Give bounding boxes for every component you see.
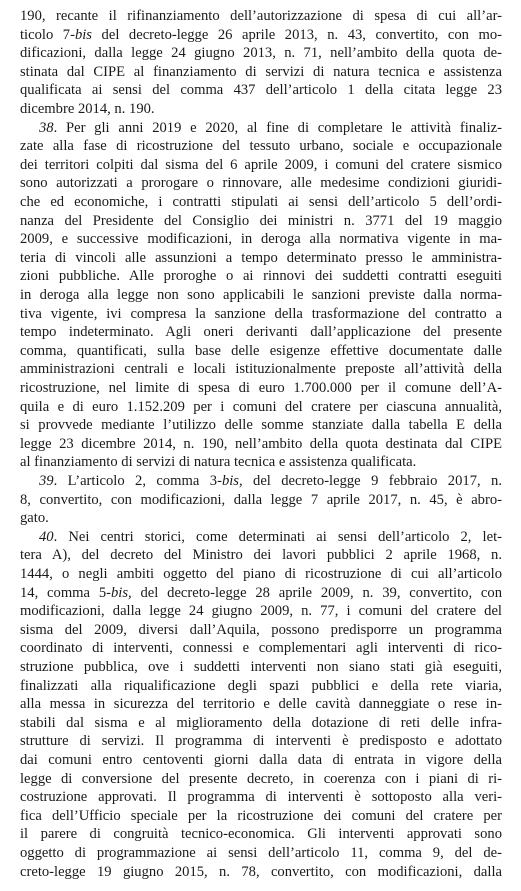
text-run: si provvede mediante l’utilizzo delle somme stanziate dalla tabella E della bbox=[20, 417, 502, 434]
text-run: dificazioni, dalla legge 24 giugno 2013, n. 71, nell’ambito della quota de- bbox=[20, 45, 502, 62]
text-line bbox=[20, 156, 502, 175]
text-line bbox=[20, 509, 502, 528]
text-run: il parere di congruità tecnico-economica. Gli interventi approvati sono bbox=[20, 826, 502, 843]
text-line bbox=[20, 546, 502, 565]
text-line bbox=[20, 658, 502, 677]
text-line bbox=[20, 844, 502, 863]
text-run: gato. bbox=[20, 510, 49, 527]
text-line bbox=[20, 770, 502, 789]
text-run: legge 23 dicembre 2014, n. 190, nell’ambito della quota destinata dal CIPE bbox=[20, 435, 502, 452]
italic-run: 40 bbox=[39, 528, 54, 545]
text-line bbox=[20, 639, 502, 658]
text-line bbox=[20, 305, 502, 324]
text-run: amministrazioni centrali e locali istituzionalmente preposte all’attività della bbox=[20, 361, 502, 378]
text-run: ricostruzione, nel limite di spesa di euro 1.700.000 per il comune dell’A- bbox=[20, 380, 502, 396]
text-run: 190, recante il rifinanziamento dell’autorizzazione di spesa di cui all’ar- bbox=[20, 8, 502, 24]
text-line bbox=[20, 63, 502, 82]
italic-run: 39 bbox=[39, 473, 54, 489]
text-line bbox=[20, 677, 502, 696]
text-run: . Per gli anni 2019 e 2020, al fine di completare le attività finaliz- bbox=[53, 119, 502, 136]
text-run: dei territori colpiti dal sisma del 6 aprile 2009, i comuni del cratere sismico bbox=[20, 156, 502, 173]
text-line bbox=[20, 249, 502, 268]
text-line bbox=[20, 435, 502, 454]
text-line bbox=[20, 732, 502, 751]
text-line bbox=[20, 174, 502, 193]
text-line bbox=[20, 584, 502, 603]
text-run: del decreto-legge 28 aprile 2009, n. 39, convertito, con bbox=[131, 584, 503, 601]
text-line bbox=[20, 323, 502, 342]
text-line bbox=[39, 472, 502, 491]
text-run: stabili dal sisma e al miglioramento della dotazione di reti delle infra- bbox=[20, 714, 502, 731]
text-line bbox=[20, 342, 502, 361]
text-line bbox=[20, 807, 502, 826]
text-run: finalizzati alla riqualificazione degli spazi pubblici e della rete viaria, bbox=[20, 677, 502, 694]
italic-run: 38 bbox=[39, 119, 54, 136]
text-run: oggetto di programmazione ai sensi dell’articolo 11, comma 9, del de- bbox=[20, 845, 502, 861]
text-line bbox=[20, 863, 502, 882]
text-line bbox=[20, 398, 502, 417]
text-line bbox=[39, 119, 502, 138]
text-line bbox=[20, 286, 502, 305]
text-run: sono autorizzati a prorogare o rinnovare, alle medesime condizioni giuridi- bbox=[20, 175, 502, 192]
text-line bbox=[39, 528, 502, 547]
text-run: tiva vigente, ivi compresa la sanzione della trasformazione del contratto a bbox=[20, 305, 502, 322]
text-run: stinata dal CIPE al finanziamento di servizi di natura tecnica e assistenza bbox=[20, 63, 502, 80]
italic-run: bis bbox=[221, 473, 239, 489]
text-run: alla messa in sicurezza del territorio e delle cavità danneggiate o rese in- bbox=[20, 696, 502, 713]
text-run: creto-legge 19 giugno 2015, n. 78, convertito, con modificazioni, dalla bbox=[20, 863, 502, 880]
text-run: in deroga alla legge non sono applicabili le sanzioni previste dalla norma- bbox=[20, 287, 502, 303]
text-run: . L’articolo 2, comma 3- bbox=[53, 473, 222, 489]
text-line bbox=[20, 621, 502, 640]
text-run: tera A), del decreto del Ministro dei lavori pubblici 2 aprile 1968, n. bbox=[20, 547, 502, 564]
text-line bbox=[20, 7, 502, 26]
text-run: 8, convertito, con modificazioni, dalla legge 7 aprile 2017, n. 45, è abro- bbox=[20, 491, 502, 508]
text-line bbox=[20, 360, 502, 379]
text-run: 2009, e successive modificazioni, in deroga alla normativa vigente in ma- bbox=[20, 231, 502, 248]
text-line bbox=[20, 602, 502, 621]
text-run: zioni pubbliche. Alle proroghe o ai rinnovi dei suddetti contratti eseguiti bbox=[20, 268, 502, 285]
text-run: teria di vincoli alle assunzioni a tempo determinato presso le amministra- bbox=[20, 249, 502, 266]
italic-run: bis bbox=[74, 26, 92, 43]
text-line bbox=[20, 267, 502, 286]
text-run: comma, quantificati, sulla base delle esigenze effettive documentate dalle bbox=[20, 342, 502, 359]
text-line bbox=[20, 230, 502, 249]
text-run: strutture di servizi. Il programma di interventi è predisposto e adottato bbox=[20, 733, 502, 750]
text-line bbox=[20, 26, 502, 45]
text-line bbox=[20, 44, 502, 63]
italic-run: bis, bbox=[111, 584, 132, 601]
text-line bbox=[20, 453, 502, 472]
text-line bbox=[20, 695, 502, 714]
text-line bbox=[20, 416, 502, 435]
text-run: ticolo 7- bbox=[20, 26, 75, 43]
text-run: quila e di euro 1.152.209 per i comuni del cratere per ciascuna annualità, bbox=[20, 398, 502, 415]
text-run: . Nei centri storici, come determinati ai sensi dell’articolo 2, let- bbox=[53, 528, 502, 545]
text-run: struzione pubblica, ove i suddetti interventi non siano stati già eseguiti, bbox=[20, 659, 502, 675]
text-line bbox=[20, 212, 502, 231]
text-run: tempo indeterminato. Agli oneri derivanti dall’applicazione del presente bbox=[20, 324, 502, 341]
text-run: sisma del 2009, diversi dall’Aquila, possono predisporre un programma bbox=[20, 621, 502, 638]
text-run: modificazioni, dalla legge 24 giugno 2009, n. 77, i comuni del cratere del bbox=[20, 603, 502, 620]
text-line bbox=[20, 379, 502, 398]
text-line bbox=[20, 491, 502, 510]
text-line bbox=[20, 788, 502, 807]
text-run: dai comuni entro centoventi giorni dalla data di entrata in vigore della bbox=[20, 752, 502, 768]
text-line bbox=[20, 825, 502, 844]
text-line bbox=[20, 81, 502, 100]
text-line bbox=[20, 751, 502, 770]
text-run: nanza del Presidente del Consiglio dei ministri n. 3771 del 19 maggio bbox=[20, 212, 502, 229]
text-run: fica dell’Ufficio speciale per la ricostruzione dei comuni del cratere per bbox=[20, 807, 502, 824]
text-run: 1444, o negli ambiti oggetto del piano di ricostruzione di cui all’articolo bbox=[20, 566, 502, 582]
text-run: del decreto-legge 26 aprile 2013, n. 43, convertito, con mo- bbox=[91, 26, 502, 43]
text-run: costruzione approvati. Il programma di interventi è sottoposto alla veri- bbox=[20, 789, 502, 806]
text-run: che ed economiche, i contratti stipulati ai sensi dell’articolo 5 dell’ordi- bbox=[20, 194, 502, 210]
text-line bbox=[20, 193, 502, 212]
text-run: legge di conversione del presente decreto, in coerenza con i piani di ri- bbox=[20, 770, 502, 787]
text-line bbox=[20, 100, 502, 119]
text-line bbox=[20, 714, 502, 733]
text-line bbox=[20, 137, 502, 156]
text-run: 14, comma 5- bbox=[20, 584, 111, 601]
text-line bbox=[20, 565, 502, 584]
text-run: dicembre 2014, n. 190. bbox=[20, 101, 155, 117]
text-run: zate alla fase di ricostruzione del tessuto urbano, sociale e occupazionale bbox=[20, 138, 502, 155]
text-run: qualificata ai sensi del comma 437 dell’articolo 1 della citata legge 23 bbox=[20, 82, 502, 99]
text-run: , del decreto-legge 9 febbraio 2017, n. bbox=[238, 473, 502, 489]
text-run: al finanziamento di servizi di natura tecnica e assistenza qualificata. bbox=[20, 454, 417, 471]
text-run: coordinato di interventi, connessi e complementari agli interventi di rico- bbox=[20, 640, 502, 657]
